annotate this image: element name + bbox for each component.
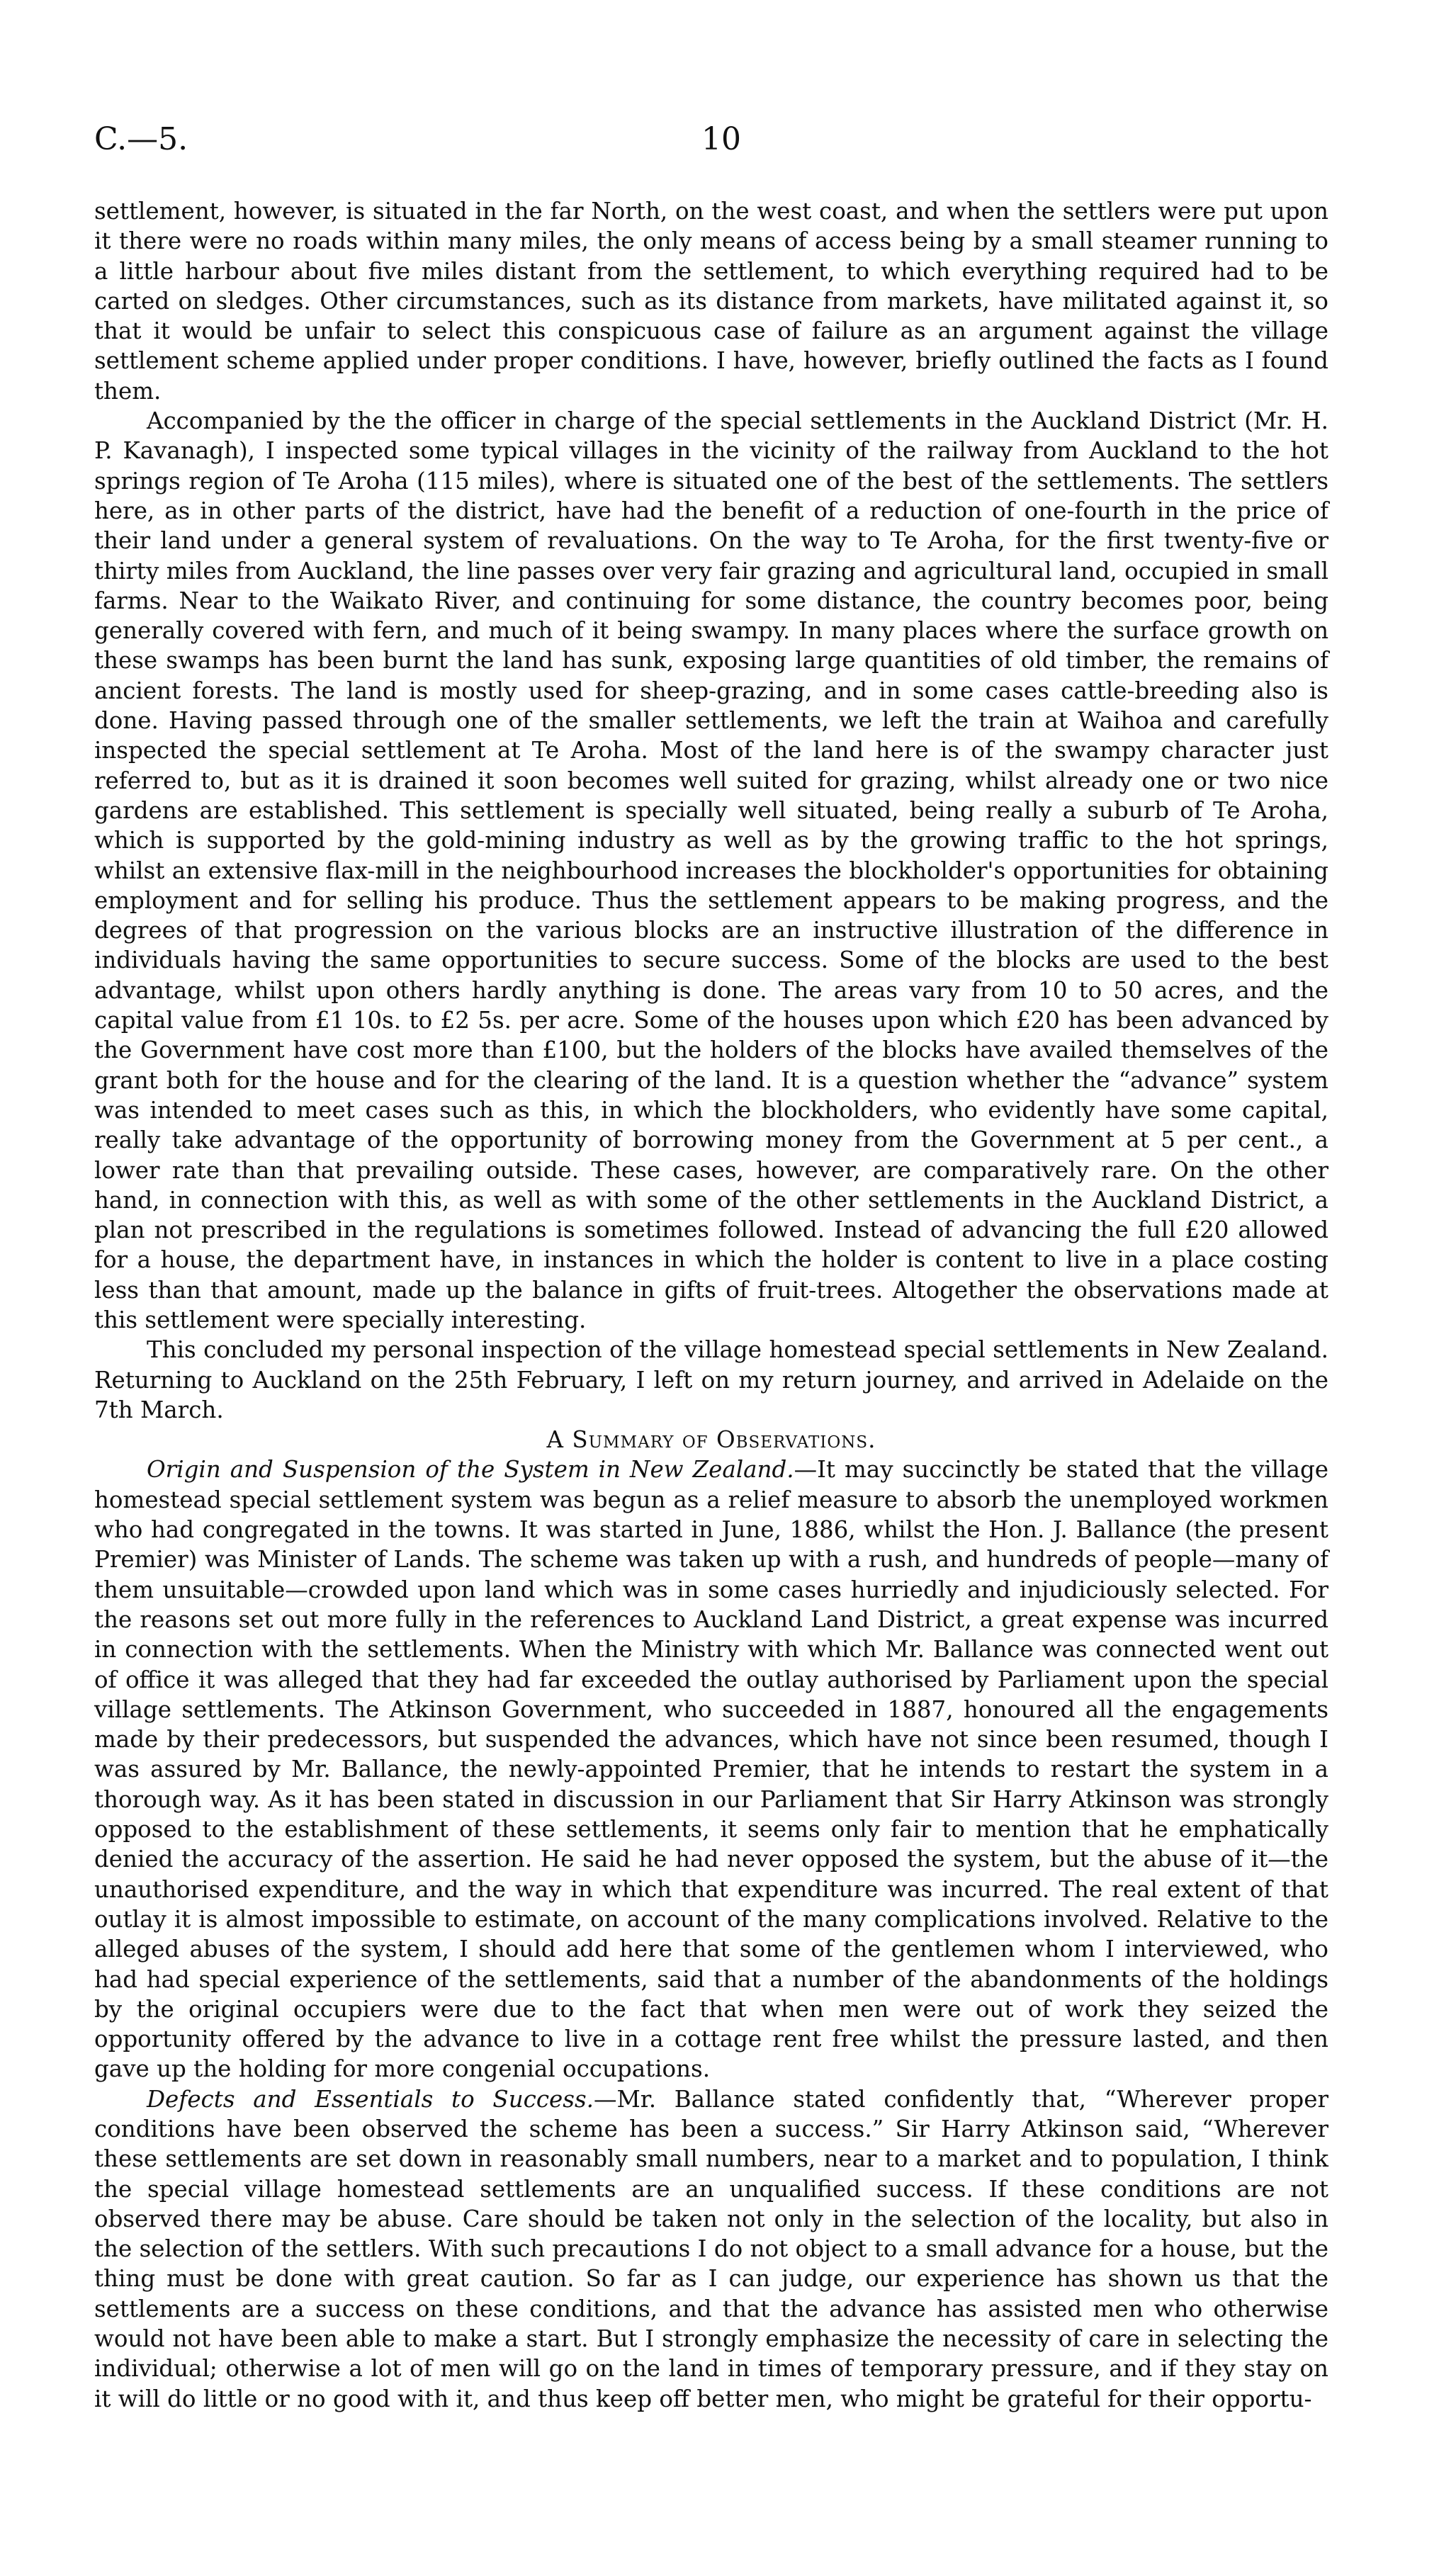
body-text: [94, 196, 1328, 2414]
page-number: 10: [701, 121, 741, 157]
paragraph-continued-settlement: settlement, however, is situated in the far North, on the west coast, and when the settlers were put upon it there were no roads within many miles, the only means of access being by a small steamer running to a little harbour about five miles distant from the settlement, to which everything required had to be carted on sledges. Other circumstances, such as its distance from markets, have militated against it, so that it would be unfair to select this conspicuous case of failure as an argument against the village settlement scheme applied under proper conditions. I have, however, briefly outlined the facts as I found them.: [94, 198, 1328, 405]
paragraph-text-defects: —Mr. Ballance stated confidently that, “Wherever proper conditions have been observed the scheme has been a success.” Sir Harry Atkinson said, “Wherever these settlements are set down in reasonably small numbers, near to a market and to population, I think the special village homestead settlements are an unqualified success. If these conditions are not observed there may be abuse. Care should be taken not only in the selection of the locality, but also in the selection of the settlers. With such precautions I do not object to a small advance for a house, but the thing must be done with great caution. So far as I can judge, our experience has shown us that the settlements are a success on these conditions, and that the advance has assisted men who otherwise would not have been able to make a start. But I strongly emphasize the necessity of care in selecting the individual; otherwise a lot of men will go on the land in times of temporary pressure, and if they stay on it will do little or no good with it, and thus keep off better men, who might be grateful for their opportu-: [94, 2085, 1328, 2412]
paragraph-inspection-concluded: This concluded my personal inspection of the village homestead special settlements in New Zealand. Returning to Auckland on the 25th February, I left on my return journey, and arrived in Adelaide on the 7th March.: [94, 1336, 1328, 1423]
section-heading: A Summary of Observations.: [546, 1426, 876, 1454]
paragraph-te-aroha-inspection: Accompanied by the the officer in charge of the special settlements in the Auckland District (Mr. H. P. Kavanagh), I inspected some typical villages in the vicinity of the railway from Auckland to the hot springs region of Te Aroha (115 miles), where is situated one of the best of the settlements. The settlers here, as in other parts of the district, have had the benefit of a reduction of one-fourth in the price of their land under a general system of revaluations. On the way to Te Aroha, for the first twenty-five or thirty miles from Auckland, the line passes over very fair grazing and agricultural land, occupied in small farms. Near to the Waikato River, and continuing for some distance, the country becomes poor, being generally covered with fern, and much of it being swampy. In many places where the surface growth on these swamps has been burnt the land has sunk, exposing large quantities of old timber, the remains of ancient forests. The land is mostly used for sheep-grazing, and in some cases cattle-breeding also is done. Having passed through one of the smaller settlements, we left the train at Waihoa and carefully inspected the special settlement at Te Aroha. Most of the land here is of the swampy character just referred to, but as it is drained it soon becomes well suited for grazing, whilst already one or two nice gardens are established. This settlement is specially well situated, being really a suburb of Te Aroha, which is supported by the gold-mining industry as well as by the growing traffic to the hot springs, whilst an extensive flax-mill in the neighbourhood increases the blockholder's opportunities for obtaining employment and for selling his produce. Thus the settlement appears to be making progress, and the degrees of that progression on the various blocks are an instructive illustration of the difference in individuals having the same opportunities to secure success. Some of the blocks are used to the best advantage, whilst upon others hardly anything is done. The areas vary from 10 to 50 acres, and the capital value from £1 10s. to £2 5s. per acre. Some of the houses upon which £20 has been advanced by the Government have cost more than £100, but the holders of the blocks have availed themselves of the grant both for the house and for the clearing of the land. It is a question whether the “advance” system was intended to meet cases such as this, in which the blockholders, who evidently have some capital, really take advantage of the opportunity of borrowing money from the Government at 5 per cent., a lower rate than that prevailing outside. These cases, however, are comparatively rare. On the other hand, in connection with this, as well as with some of the other settlements in the Auckland District, a plan not prescribed in the regulations is sometimes followed. Instead of advancing the full £20 allowed for a house, the department have, in instances in which the holder is content to live in a place costing less than that amount, made up the balance in gifts of fruit-trees. Altogether the observations made at this settlement were specially interesting.: [94, 407, 1328, 1333]
paragraph-lead-origin: Origin and Suspension of the System in New Zealand.: [147, 1456, 794, 1484]
document-id: C.—5.: [94, 121, 188, 157]
paragraph-defects-and-essentials: [94, 2084, 1328, 2414]
paragraph-origin-and-suspension: [94, 1455, 1328, 2084]
paragraph-lead-defects: Defects and Essentials to Success.: [147, 2085, 594, 2113]
paragraph-text-origin: —It may succinctly be stated that the village homestead special settlement system was begun as a relief measure to absorb the unemployed workmen who had congregated in the towns. It was started in June, 1886, whilst the Hon. J. Ballance (the present Premier) was Minister of Lands. The scheme was taken up with a rush, and hundreds of people—many of them unsuitable—crowded upon land which was in some cases hurriedly and injudiciously selected. For the reasons set out more fully in the references to Auckland Land District, a great expense was incurred in connection with the settlements. When the Ministry with which Mr. Ballance was connected went out of office it was alleged that they had far exceeded the outlay authorised by Parliament upon the special village settlements. The Atkinson Government, who succeeded in 1887, honoured all the engagements made by their predecessors, but suspended the advances, which have not since been resumed, though I was assured by Mr. Ballance, the newly-appointed Premier, that he intends to restart the system in a thorough way. As it has been stated in discussion in our Parliament that Sir Harry Atkinson was strongly opposed to the establishment of these settlements, it seems only fair to mention that he emphatically denied the accuracy of the assertion. He said he had never opposed the system, but the abuse of it—the unauthorised expenditure, and the way in which that expenditure was incurred. The real extent of that outlay it is almost impossible to estimate, on account of the many complications involved. Relative to the alleged abuses of the system, I should add here that some of the gentlemen whom I interviewed, who had had special experience of the settlements, said that a number of the abandonments of the holdings by the original occupiers were due to the fact that when men were out of work they seized the opportunity offered by the advance to live in a cottage rent free whilst the pressure lasted, and then gave up the holding for more congenial occupations.: [94, 1456, 1328, 2083]
